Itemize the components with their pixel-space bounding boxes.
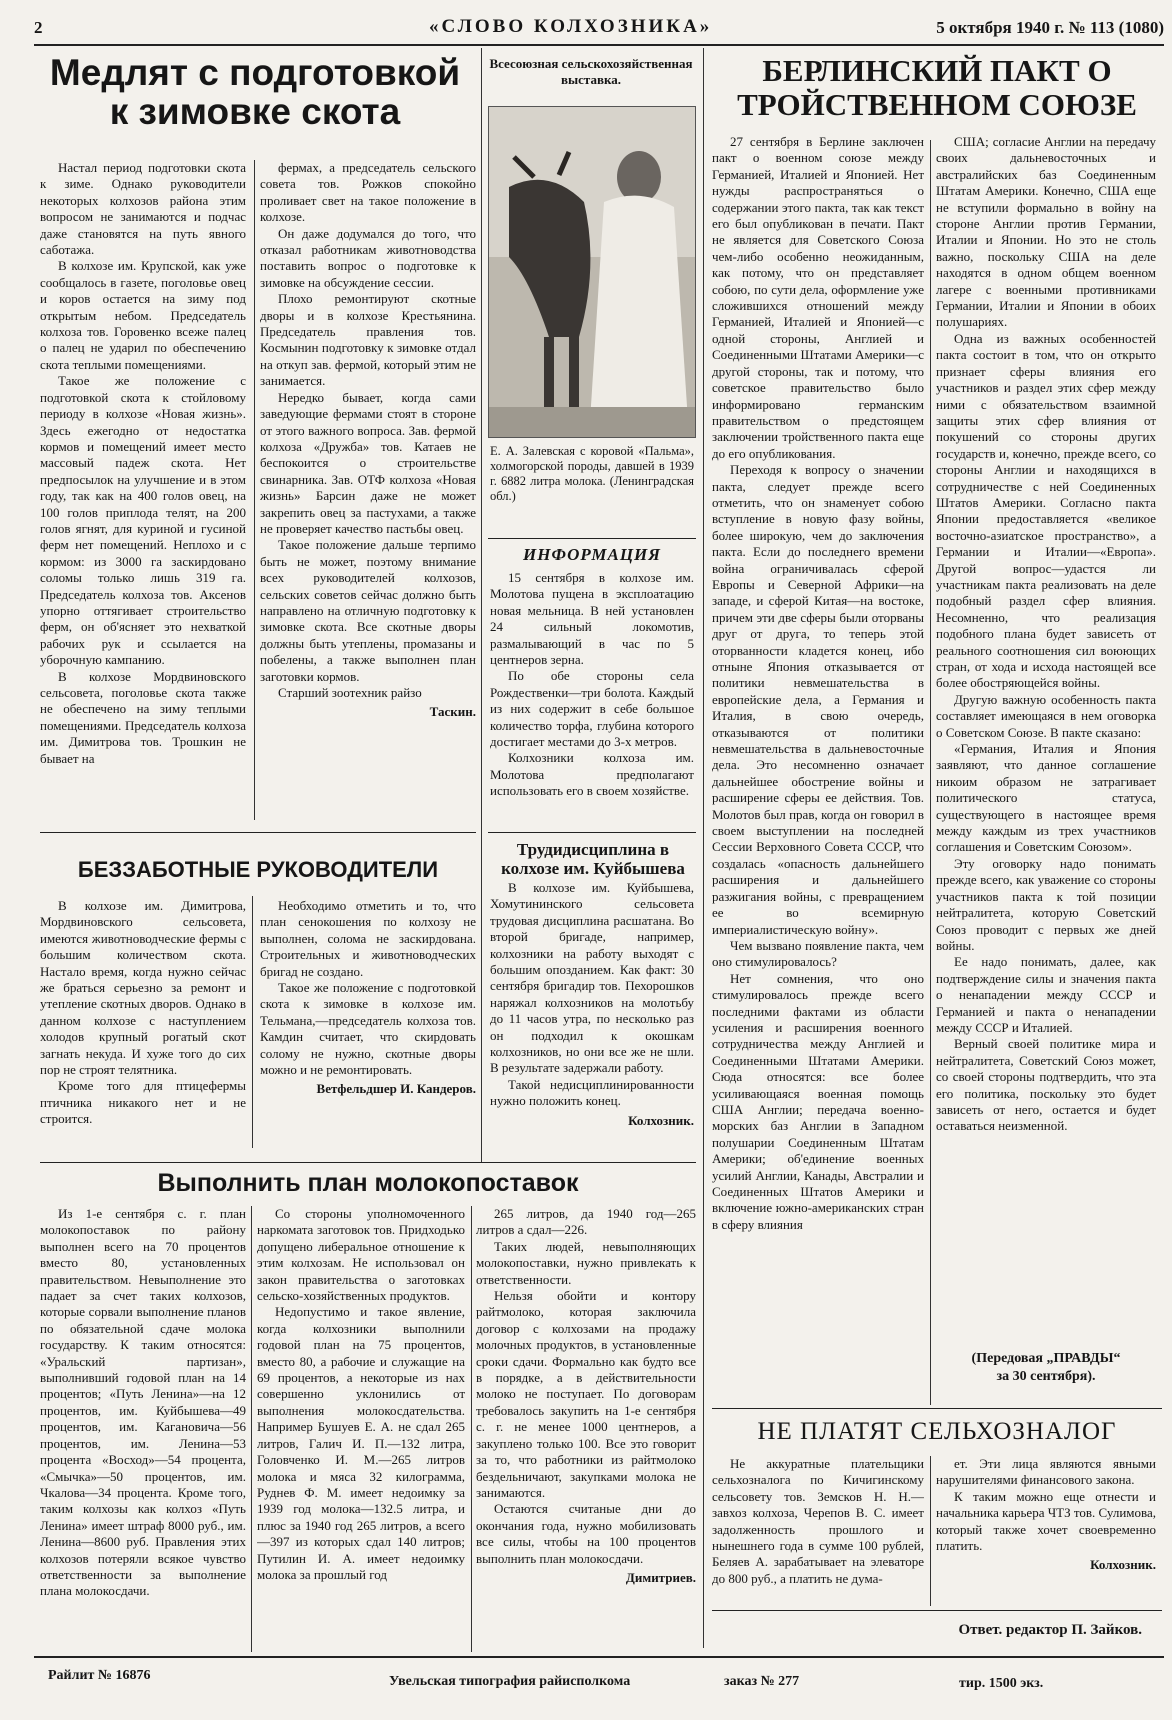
paragraph: Не аккуратные плательщики сельхозналога по Кичигинскому сельсовету тов. Земсков Н. Н.—завхоз колхоза, Черепов В. С. имеет задолженность прошлого и нынешнего года в сумме 100 рублей, Беляев А. зарабатывает на элеваторе до 800 руб., а платить не дума- — [712, 1456, 924, 1586]
masthead: «СЛОВО КОЛХОЗНИКА» — [429, 16, 713, 37]
signature: Таскин. — [429, 704, 476, 720]
berlin-column-1 — [712, 134, 924, 1404]
paragraph: Такой недисциплинированности нужно положить конец. — [490, 1076, 694, 1109]
signature: Ветфельдшер И. Кандеров. — [316, 1081, 476, 1097]
paragraph: фермах, а председатель сельского совета тов. Рожков спокойно проливает свет на такое положение в колхозе. — [260, 160, 476, 225]
photo-heading: Всесоюзная сельскохозяйственная выставка. — [489, 56, 693, 87]
column-rule — [703, 48, 704, 1648]
paragraph: Чем вызвано появление пакта, чем оно стимулировалось? — [712, 937, 924, 970]
paragraph: В колхозе им. Димитрова, Мордвиновского сельсовета, имеются животноводческие фермы с большим количеством скота. Настало время, когда нужно сейчас же браться серьезно за ремонт и утепление скотных дворов. Однако в данном колхозе с наступлением холодов крупный рогатый скот загнать некуда. И хуже того до сих пор не строят телятника. — [40, 898, 246, 1078]
paragraph: США; согласие Англии на передачу своих дальневосточных и австралийских баз Соединенным Штатам Америки. Конечно, США еще не вступили формально в войну на стороне Англии против Германии, Италии и Японии. Но это не столь важно, поскольку США на деле находятся в одном общем военном лагере с военными противниками Германии, Италии и Японии в обоих полушариях. — [936, 134, 1156, 330]
paragraph: Переходя к вопросу о значении пакта, следует прежде всего отметить, что он знаменует собою вступление в новую фазу войны, более широкую, чем до заключения пакта. Если до последнего времени война ограничивалась сферой Европы и Северной Африки—на западе, и сферой Китая—на востоке, причем эти две сферы были оторваны друг от друга, то теперь этой оторванности кладется конец, ибо отныне Япония отказывается от политики невмешательства в европейские дела, а Германия и Италия, в свою очередь, отказываются от политики невмешательства в дальневосточные дела. Это несомненно означает дальнейшее обострение войны и расширение сферы ее действия. Тов. Молотов был прав, когда он говорил в своем выступлении на последней Сессии Верховного Совета СССР, что создалась «опасность дальнейшего расширения и дальнейшего разжигания войны, с превращением ее во всемирную империалистическую войну». — [712, 462, 924, 937]
paragraph: Он даже додумался до того, что отказал работникам животноводства поставить вопрос о подготовке к зимовке на обсуждение сессии. — [260, 225, 476, 290]
paragraph: «Германия, Италия и Япония заявляют, что данное соглашение никоим образом не затрагивает политического статуса, существующего в настоящее время между каждым из трех участников соглашения и Советским Союзом». — [936, 741, 1156, 855]
trud-title: Трудидисциплина в колхозе им. Куйбышева — [501, 840, 685, 878]
bezz-title: БЕЗЗАБОТНЫЕ РУКОВОДИТЕЛИ — [77, 857, 439, 882]
paragraph: Недопустимо и такое явление, когда колхозники выполнили годовой план на 75 процентов, вместо 80, а рабочие и служащие на 69 процентов, а некоторые из нах совершенно уклонились от выполнения молокосдательства. Например Бушуев Е. А. не сдал 265 литров, Галич И. П.—132 литра, Головченко И. М.—265 литров молока и мяса 32 килограмма, Руднев Ф. М. имеет недоимку за 1939 год молока—132.5 литра, и плюс за 1940 год 265 литров, а всего —397 из которых сдал 140 литров; Путилин И. А. имеет недоимку молока за прошлый год — [257, 1304, 465, 1582]
paragraph: В колхозе им. Куйбышева, Хомутининского сельсовета трудовая дисциплина расшатана. Во второй бригаде, например, колхозники на работу выходят с большим опозданием. Как факт: 30 сентября бригадир тов. Пехорошков наряжал колхозников на молотьбу до 11 часов утра, по несколько раз он подходил к окошкам колхозников, но они все же не шли. В результате задержали работу. — [490, 880, 694, 1076]
paragraph: Таких людей, невыполняющих молокопоставки, нужно привлекать к ответственности. — [476, 1238, 696, 1287]
column-rule — [930, 1456, 931, 1606]
tax-column-1 — [712, 1456, 924, 1606]
trud-column — [490, 880, 694, 1150]
paragraph: Из 1-е сентября с. г. план молокопоставок по району выполнен всего на 70 процентов вместо 80, установленных правительством. Невыполнение это падает за счет таких колхозов, которые сорвали выполнение планов по обязательной сдаче молока государству. К таким относятся: «Уральский партизан», выполнивший годовой план на 14 процентов; «Путь Ленина»—на 12 процентов, им. Куйбышева—49 процентов, им. Кагановича—56 процентов, им. Ленина—53 процента «Восход»—54 процента, «Смычка»—50 процентов, им. Чкалова—34 процента. Кроме того, таким колхозы как колхоз «Путь Ленина» имеет штраф 8000 руб., им. Ленина—8600 руб. Правления этих колхозов потеряли всякое чувство ответственности за выполнение плана молокосдачи. — [40, 1206, 246, 1599]
paragraph: Ее надо понимать, далее, как подтверждение силы и значения пакта о ненападении между СССР и Германией и пакта о ненападении между СССР и Италией. — [936, 954, 1156, 1035]
divider — [40, 832, 476, 833]
berlin-column-2 — [936, 134, 1156, 1346]
milk-title: Выполнить план молокопоставок — [157, 1169, 579, 1197]
paragraph: Кроме того для птицефермы птичника никакого нет и не строится. — [40, 1078, 246, 1127]
paragraph: Одна из важных особенностей пакта состоит в том, что он открыто признает сферы влияния его участников и раздел этих сфер между ними с обязательством взаимной защиты этих сфер влияния от покушений со стороны других государств и, конечно, прежде всего, со стороны Англии и находящихся в сотрудничестве с ней Соединенных Штатов Америки. Согласно пакта Японии предоставляется «великое восточно-азиатское пространство», а Германии и Италии—«Европа». Другой вопрос—удастся ли участникам пакта реализовать на деле подобный раздел сфер влияния. Несомненно, что реализация подобного плана будет зависеть от реального соотношения сил воюющих стран, от хода и исхода настоящей все более обостряющейся войны. — [936, 330, 1156, 691]
paragraph: ет. Эти лица являются явными нарушителями финансового закона. — [936, 1456, 1156, 1488]
issue-date: 5 октября 1940 г. № 113 (1080) — [936, 18, 1164, 37]
printer-name: Увельская типография райисполкома — [389, 1674, 631, 1689]
bezz-column-1 — [40, 898, 246, 1148]
paragraph: Эту оговорку надо понимать прежде всего, как уважение со стороны участников пакта к той позиции нейтралитета, которую Советский Союз проводит с первых же дней войны. — [936, 855, 1156, 953]
tax-column-2 — [936, 1456, 1156, 1606]
paragraph: По обе стороны села Рождественки—три болота. Каждый из них содержит в себе большое количество торфа, глубина которого достигает местами до 3-х метров. — [490, 668, 694, 750]
source-line: за 30 сентября). — [996, 1369, 1096, 1384]
bezz-column-2 — [260, 898, 476, 1148]
paragraph: Старший зоотехник райзо — [278, 685, 422, 700]
paragraph: Верный своей политике мира и нейтралитета, Советский Союз может, со своей стороны подтвердить, что эта его политика, поскольку это будет зависеть от него, остается и будет оставаться неизменной. — [936, 1036, 1156, 1134]
order-number: заказ № 277 — [724, 1674, 800, 1689]
paragraph: Настал период подготовки скота к зиме. Однако руководители некоторых колхозов района этим вопросом не занимаются и подчас даже становятся на путь явного саботажа. — [40, 160, 246, 258]
divider — [40, 1162, 696, 1163]
article-column — [260, 160, 476, 820]
article-title: Медлят с подготовкой к зимовке скота — [49, 52, 461, 132]
paragraph: Необходимо отметить и то, что план сенокошения по колхозу не выполнен, солома не заскирдована. Строительных и животноводческих бригад не создано. — [260, 898, 476, 979]
tax-title: НЕ ПЛАТЯТ СЕЛЬХОЗНАЛОГ — [757, 1418, 1117, 1445]
print-run: тир. 1500 экз. — [959, 1676, 1044, 1691]
column-rule — [252, 896, 253, 1148]
paragraph: Колхозники колхоза им. Молотова предполагают использовать его в своем хозяйстве. — [490, 750, 694, 799]
cow-photo-illustration — [489, 107, 695, 437]
signature: Колхозник. — [628, 1112, 694, 1128]
footer-rule — [34, 1656, 1164, 1658]
column-rule — [254, 160, 255, 820]
paragraph: В колхозе им. Крупской, как уже сообщалось в газете, поголовье овец и коров остается на зиму под открытым небом. Председатель колхоза тов. Горовенко всеже палец о палец не ударил по обеспечению скота теплыми помещениями. — [40, 258, 246, 372]
column-rule — [930, 140, 931, 1405]
milk-column-1 — [40, 1206, 246, 1652]
photo-caption: Е. А. Залевская с коровой «Пальма», холмогорской породы, давшей в 1939 г. 6882 литра молока. (Ленинградская обл.) — [490, 444, 694, 503]
berlin-title: БЕРЛИНСКИЙ ПАКТ О ТРОЙСТВЕННОМ СОЮЗЕ — [737, 53, 1137, 122]
milk-column-3 — [476, 1206, 696, 1652]
column-rule — [481, 48, 482, 1163]
paragraph: Такое же положение с подготовкой скота к зимовке в колхозе им. Тельмана,—председатель колхоза тов. Камдин считает, что скирдовать солому не нужно, скотные дворы можно и не ремонтировать. — [260, 980, 476, 1078]
signature: Колхозник. — [1090, 1557, 1156, 1573]
info-column — [490, 570, 694, 820]
header-rule — [34, 44, 1164, 46]
source-line: (Передовая „ПРАВДЫ“ — [971, 1351, 1121, 1366]
paragraph: Нередко бывает, когда сами заведующие фермами стоят в стороне от этого важного вопроса. Зав. фермой колхоза «Дружба» тов. Катаев не беспокоится о строительстве свинарника. Зав. ОТФ колхоза «Новая жизнь» Барсин даже не может закрепить овец за пастухами, а также не проверяет качество пастьбы овец. — [260, 389, 476, 536]
divider — [712, 1408, 1162, 1409]
page-number: 2 — [34, 18, 43, 37]
paragraph: 15 сентября в колхозе им. Молотова пущена в эксплоатацию новая мельница. В ней установлен 24 сильный локомотив, размалывающий в час по 5 центнеров зерна. — [490, 570, 694, 668]
paragraph: Такое же положение с подготовкой скота к стойловому периоду в колхозе «Новая жизнь». Здесь ежегодно от недостатка кормов и помещений имеет место массовый падеж скота. Нет предпосылок на улучшение и в этом году, так как на 400 голов овец, на 100 голов приплода телят, на 200 голов ягнят, для куриной и гусиной ферм нет помещений. Неплохо и с кормом: из 3000 га заскирдовано соломы только лишь 319 га. Председатель колхоза тов. Аксенов упорно оттягивает строительство ферм, он об'ясняет это нехваткой рабочих рук и ссылается на уборочную кампанию. — [40, 373, 246, 668]
page-header — [34, 12, 1164, 42]
editor-line: Ответ. редактор П. Зайков. — [958, 1622, 1142, 1638]
photo — [488, 106, 696, 438]
paragraph: Нет сомнения, что оно стимулировалось прежде всего последними фактами из области усиления и расширения военного сотрудничества между Англией и Соединенными Штатами Америки. Сюда относятся: все более усиливающаяся военная помощь США Англии; передача военно-морских баз Англии в Западном полушарии Соединенным Штатам Америки; об'единение военных усилий Англии, Канады, Австралии и Соединенных Штатов Америки и включение южно-американских стран в сферу влияния — [712, 970, 924, 1232]
paragraph: Остаются считаные дни до окончания года, нужно мобилизовать все силы, чтобы на 100 процентов выполнить план молокосдачи. — [476, 1501, 696, 1566]
page-footer — [34, 1660, 1134, 1710]
paragraph: Со стороны уполномоченного наркомата заготовок тов. Придходько допущено либеральное отношение к этим колхозам. Не использовал он закон правительства о заготовках сельско-хозяйственных продуктов. — [257, 1206, 465, 1304]
paragraph: Плохо ремонтируют скотные дворы и в колхозе Крестьянина. Председатель правления тов. Космынин подготовку к зимовке отдал на откуп зав. фермой, который этим не занимается. — [260, 291, 476, 389]
paragraph: 27 сентября в Берлине заключен пакт о военном союзе между Германией, Италией и Японией. Нет нужды распространяться о содержании этого пакта, так как текст его был опубликован в печати. Пакт не является для Советского Союза чем-либо особенно неожиданным, как потому, что он представляет собою, по сути дела, оформление уже сложившихся отношений между Германией, Италией и Японией—с одной стороны, Англией и Соединенными Штатами Америки—с другой стороны, так и потому, что советское правительство было информировано германским правительством о предстоящем заключении тройственного пакта еще до его опубликования. — [712, 134, 924, 461]
paragraph: К таким можно еще отнести и начальника карьера ЧТЗ тов. Сулимова, который также хочет своевременно платить. — [936, 1488, 1156, 1554]
article-column — [40, 160, 246, 810]
raylit-number: Райлит № 16876 — [48, 1668, 151, 1683]
paragraph: Нельзя обойти и контору райтмолоко, которая заключила договор с колхозами на продажу молочных продуктов, в установленные сроки сдачи. Формально как будто все в порядке, а в действительности молоко не поступает. По договорам требовалось закупить на 1-е сентября с. г. не менее 1000 центнеров, а закуплено только 100. Все это говорит за то, что работники из райтмолоко бездельничают, закупками молока не занимаются. — [476, 1288, 696, 1500]
divider — [488, 832, 696, 833]
milk-column-2 — [257, 1206, 465, 1652]
paragraph: В колхозе Мордвиновского сельсовета, поголовье скота также не обеспечено на зиму теплыми помещениями. Председатель колхоза им. Димитрова тов. Трошкин не бывает на — [40, 668, 246, 766]
paragraph: Такое положение дальше терпимо быть не может, поэтому внимание всех руководителей колхозов, сельских советов сейчас должно быть направлено на отличную подготовку к зимовке скота. Все скотные дворы должны быть утеплены, промазаны и побелены, а также выполнен план заготовки кормов. — [260, 537, 476, 684]
info-title: ИНФОРМАЦИЯ — [523, 545, 661, 564]
berlin-source — [936, 1350, 1156, 1386]
divider — [712, 1610, 1162, 1611]
paragraph: Другую важную особенность пакта составляет имеющаяся в нем оговорка о Советском Союзе. В пакте сказано: — [936, 691, 1156, 740]
signature: Димитриев. — [625, 1569, 696, 1585]
divider — [488, 538, 696, 539]
column-rule — [471, 1206, 472, 1652]
column-rule — [251, 1206, 252, 1652]
paragraph: 265 литров, да 1940 год—265 литров а сдал—226. — [476, 1206, 696, 1238]
